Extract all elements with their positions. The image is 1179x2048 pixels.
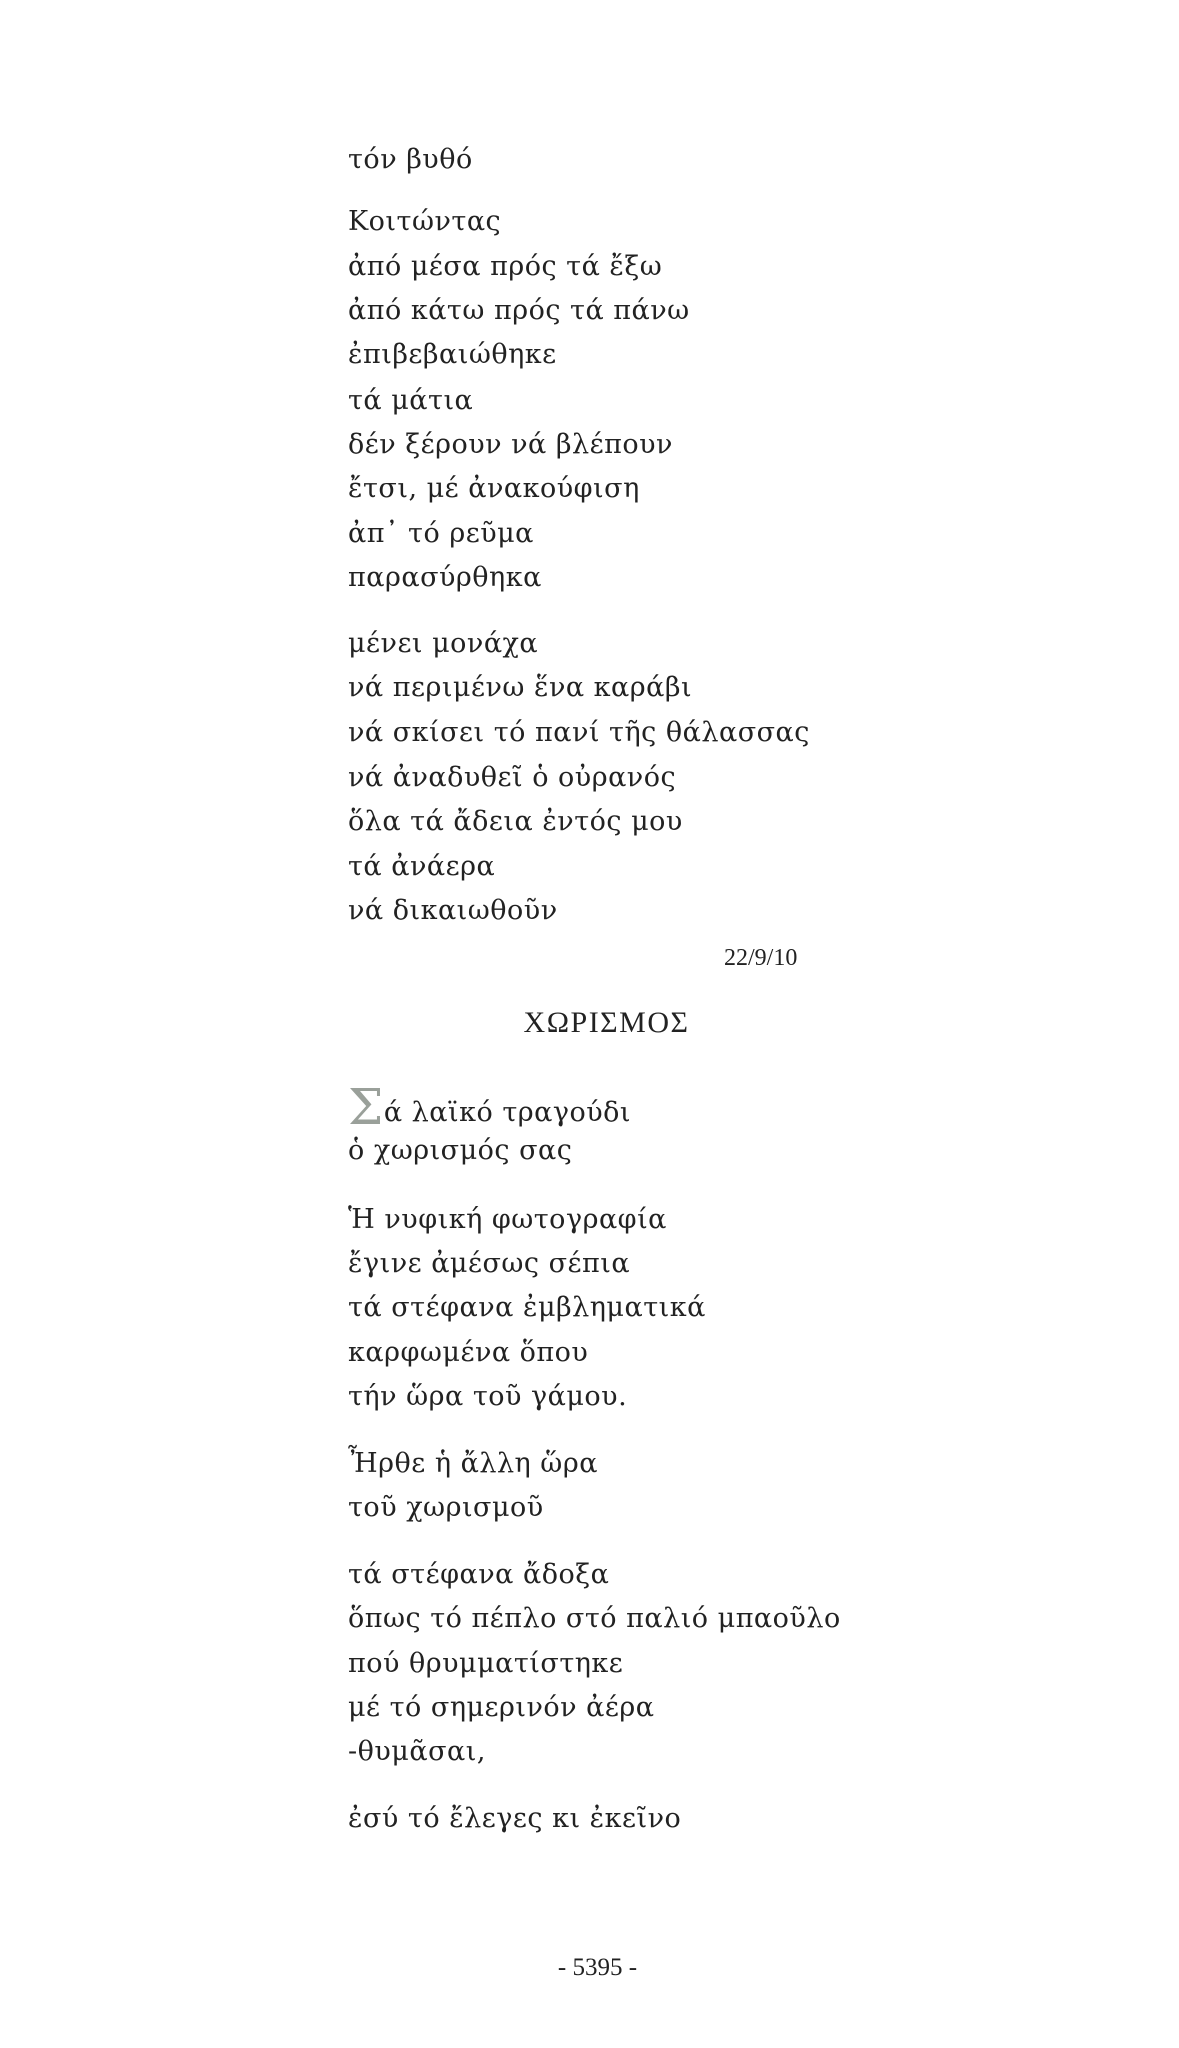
poem-line: Ἦρθε ἡ ἄλλη ὥρα (348, 1448, 598, 1479)
poem-line: μένει μονάχα (348, 628, 539, 659)
poem-line: ὅλα τά ἄδεια ἐντός μου (348, 806, 683, 837)
poem-line: τά στέφανα ἄδοξα (348, 1559, 610, 1590)
poem-line: τήν ὥρα τοῦ γάμου. (348, 1381, 628, 1412)
poem-line: τά ἀνάερα (348, 851, 496, 882)
poem-line: δέν ξέρουν νά βλέπουν (348, 429, 673, 460)
poem-line: τόν βυθό (348, 144, 473, 175)
poem-line: πού θρυμματίστηκε (348, 1648, 624, 1679)
poem-line: ἔγινε ἀμέσως σέπια (348, 1248, 631, 1279)
poem-line: ὅπως τό πέπλο στό παλιό μπαοῦλο (348, 1603, 841, 1634)
poem-line: ά λαϊκό τραγούδι (383, 1097, 632, 1128)
drop-cap: Σ (348, 1078, 384, 1136)
poem-line: Ἡ νυφική φωτογραφία (348, 1204, 667, 1235)
poem-date: 22/9/10 (724, 945, 798, 971)
poem-line: ἔτσι, μέ ἀνακούφιση (348, 473, 640, 504)
poem-line: Κοιτώντας (348, 206, 502, 237)
poem-line: μέ τό σημερινόν ἀέρα (348, 1692, 655, 1723)
poem-line: νά περιμένω ἕνα καράβι (348, 672, 693, 703)
poem-line: -θυμᾶσαι, (348, 1736, 486, 1767)
poem-line: τά στέφανα ἐμβληματικά (348, 1292, 706, 1323)
poem-line: νά ἀναδυθεῖ ὁ οὐρανός (348, 762, 677, 793)
poem-line: ἀπό μέσα πρός τά ἔξω (348, 251, 663, 282)
poem-line: νά δικαιωθοῦν (348, 895, 558, 926)
poem-line: νά σκίσει τό πανί τῆς θάλασσας (348, 717, 810, 748)
poem-line: καρφωμένα ὅπου (348, 1337, 589, 1368)
poem-line: παρασύρθηκα (348, 562, 542, 593)
poem-line: τοῦ χωρισμοῦ (348, 1492, 544, 1523)
poem-line: τά μάτια (348, 385, 474, 416)
poem-line: ὁ χωρισμός σας (348, 1135, 573, 1166)
poem-line: ἐσύ τό ἔλεγες κι ἐκεῖνο (348, 1803, 682, 1834)
poem-title: ΧΩΡΙΣΜΟΣ (523, 1006, 690, 1039)
poem-first-line (348, 1078, 632, 1136)
poem-line: ἀπό κάτω πρός τά πάνω (348, 295, 690, 326)
poem-line: ἀπ᾽ τό ρεῦμα (348, 518, 534, 549)
poem-line: ἐπιβεβαιώθηκε (348, 339, 557, 370)
page-number: - 5395 - (557, 1954, 638, 1981)
